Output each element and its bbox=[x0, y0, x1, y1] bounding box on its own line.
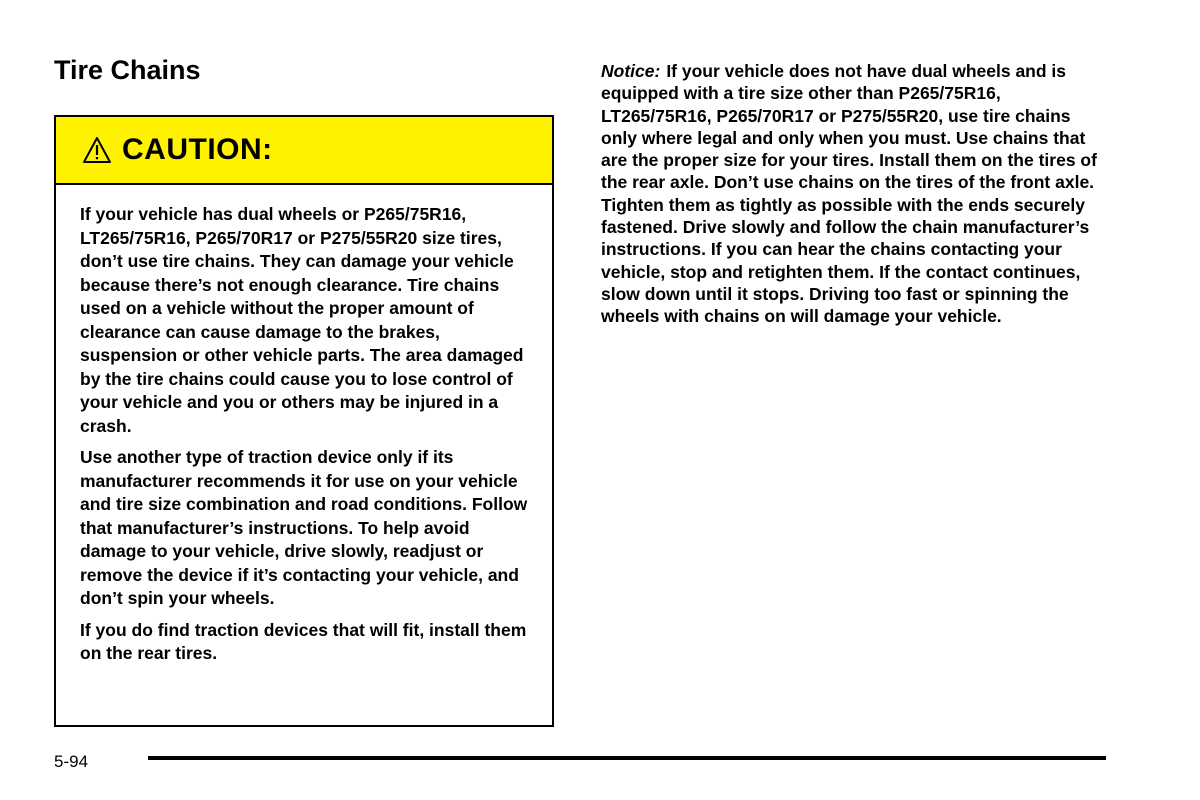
page-title: Tire Chains bbox=[54, 55, 201, 85]
page-number: 5-94 bbox=[54, 752, 89, 771]
footer-rule bbox=[148, 756, 1106, 760]
notice-paragraph bbox=[601, 60, 1101, 328]
caution-paragraph: If you do find traction devices that will fit, install them on the rear tires. bbox=[80, 619, 527, 663]
notice-lead: Notice: bbox=[601, 61, 661, 81]
caution-body bbox=[56, 185, 552, 666]
warning-triangle-icon bbox=[82, 136, 112, 164]
caution-paragraph: Use another type of traction device only if its manufacturer recommends it for use on your vehicle and tire size combination and road conditions. Follow that manufacturer’s instructions. To help avoid damage to your vehicle, drive slowly, readjust or remove the device if it’s contacting your vehicle, and don’t spin your wheels. bbox=[80, 447, 528, 608]
notice-section bbox=[601, 60, 1101, 328]
caution-label: CAUTION: bbox=[122, 133, 273, 166]
caution-paragraph: If your vehicle has dual wheels or P265/75R16, LT265/75R16, P265/70R17 or P275/55R20 size tires, don’t use tire chains. They can damage your vehicle because there’s not enough clearance. Tire chains used on a vehicle without the proper amount of clearance can cause damage to the brakes, suspension or other vehicle parts. The area damaged by the tire chains could cause you to lose control of your vehicle and you or others may be injured in a crash. bbox=[80, 204, 524, 436]
caution-header bbox=[56, 117, 552, 185]
notice-text: If your vehicle does not have dual wheels and is equipped with a tire size other than P265/75R16, LT265/75R16, P265/70R17 or P275/55R20, use tire chains only where legal and only when you must. Use chains that are the proper size for your tires. Install them on the tires of the rear axle. Don’t use chains on the tires of the front axle. Tighten them as tightly as possible with the ends securely fastened. Drive slowly and follow the chain manufacturer’s instructions. If you can hear the chains contacting your vehicle, stop and retighten them. If the contact continues, slow down until it stops. Driving too fast or spinning the wheels with chains on will damage your vehicle. bbox=[601, 61, 1097, 327]
caution-box bbox=[54, 115, 554, 727]
